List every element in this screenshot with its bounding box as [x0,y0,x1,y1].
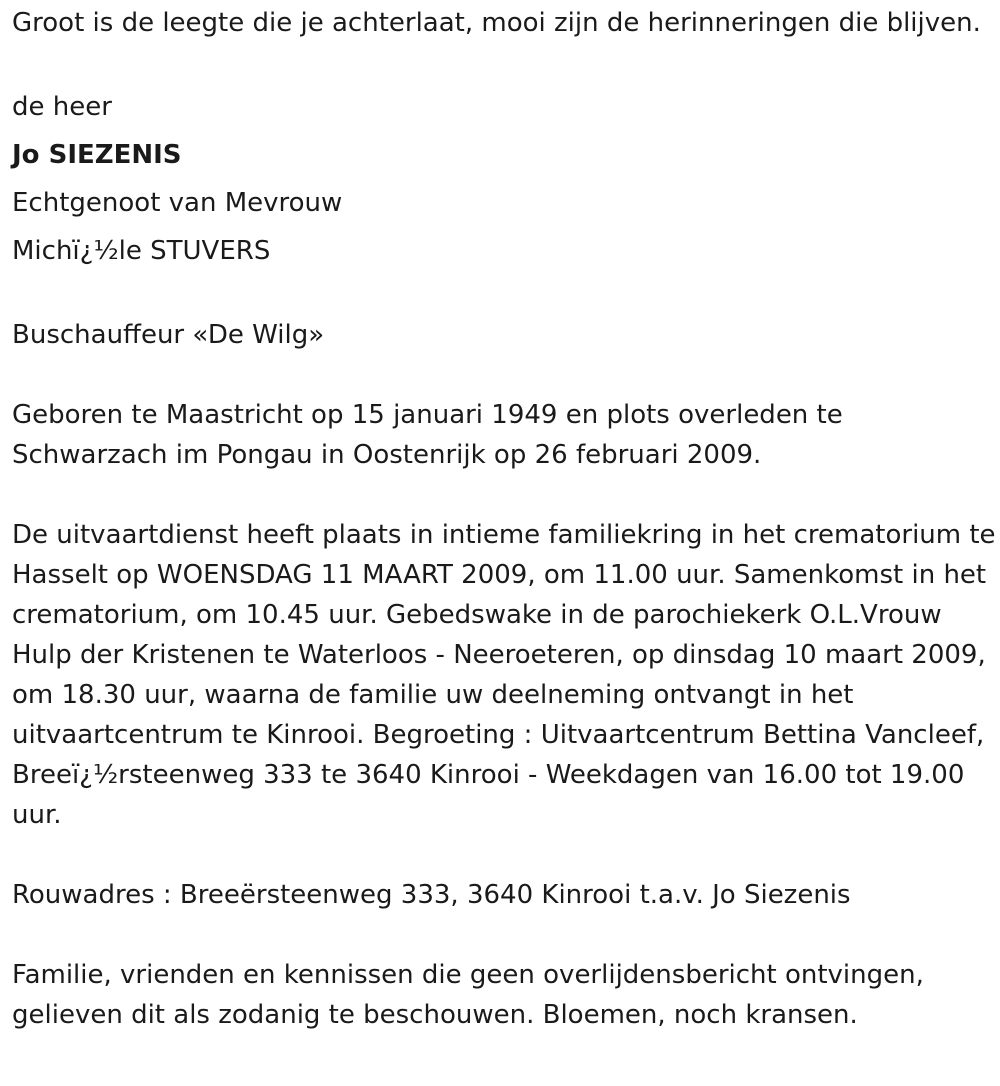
spacer [12,835,1000,875]
title-prefix: de heer [12,92,112,122]
spacer [12,475,1000,515]
birth-death-text: Geboren te Maastricht op 15 januari 1949 en plots overleden te Schwarzach im Pongau in Oostenrijk op 26 februari 2009. [12,400,843,470]
spouse-name: Michï¿½le STUVERS [12,236,271,266]
occupation-text: Buschauffeur «De Wilg» [12,320,325,350]
deceased-name: Jo SIEZENIS [12,140,182,170]
spouse-line: Echtgenoot van Mevrouw [12,188,343,218]
motto-text: Groot is de leegte die je achterlaat, mooi zijn de herinneringen die blijven. [12,8,981,38]
spacer [12,915,1000,955]
closing-text: Familie, vrienden en kennissen die geen overlijdensbericht ontvingen, gelieven dit als zodanig te beschouwen. Bloemen, noch kransen. [12,960,924,1030]
spacer [12,355,1000,395]
spacer [12,275,1000,315]
funeral-details: De uitvaartdienst heeft plaats in intieme familiekring in het crematorium te Hasselt op WOENSDAG 11 MAART 2009, om 11.00 uur. Samenkomst in het crematorium, om 10.45 uur. Gebedswake in de parochiekerk O.L.Vrouw Hulp der Kristenen te Waterloos - Neeroeteren, op dinsdag 10 maart 2009, om 18.30 uur, waarna de familie uw deelneming ontvangt in het uitvaartcentrum te Kinrooi. Begroeting : Uitvaartcentrum Bettina Vancleef, Breeï¿½rsteenweg 333 te 3640 Kinrooi - Weekdagen van 16.00 tot 19.00 uur. [12,520,996,830]
spacer [12,43,1000,83]
mourning-address: Rouwadres : Breeërsteenweg 333, 3640 Kinrooi t.a.v. Jo Siezenis [12,880,851,910]
